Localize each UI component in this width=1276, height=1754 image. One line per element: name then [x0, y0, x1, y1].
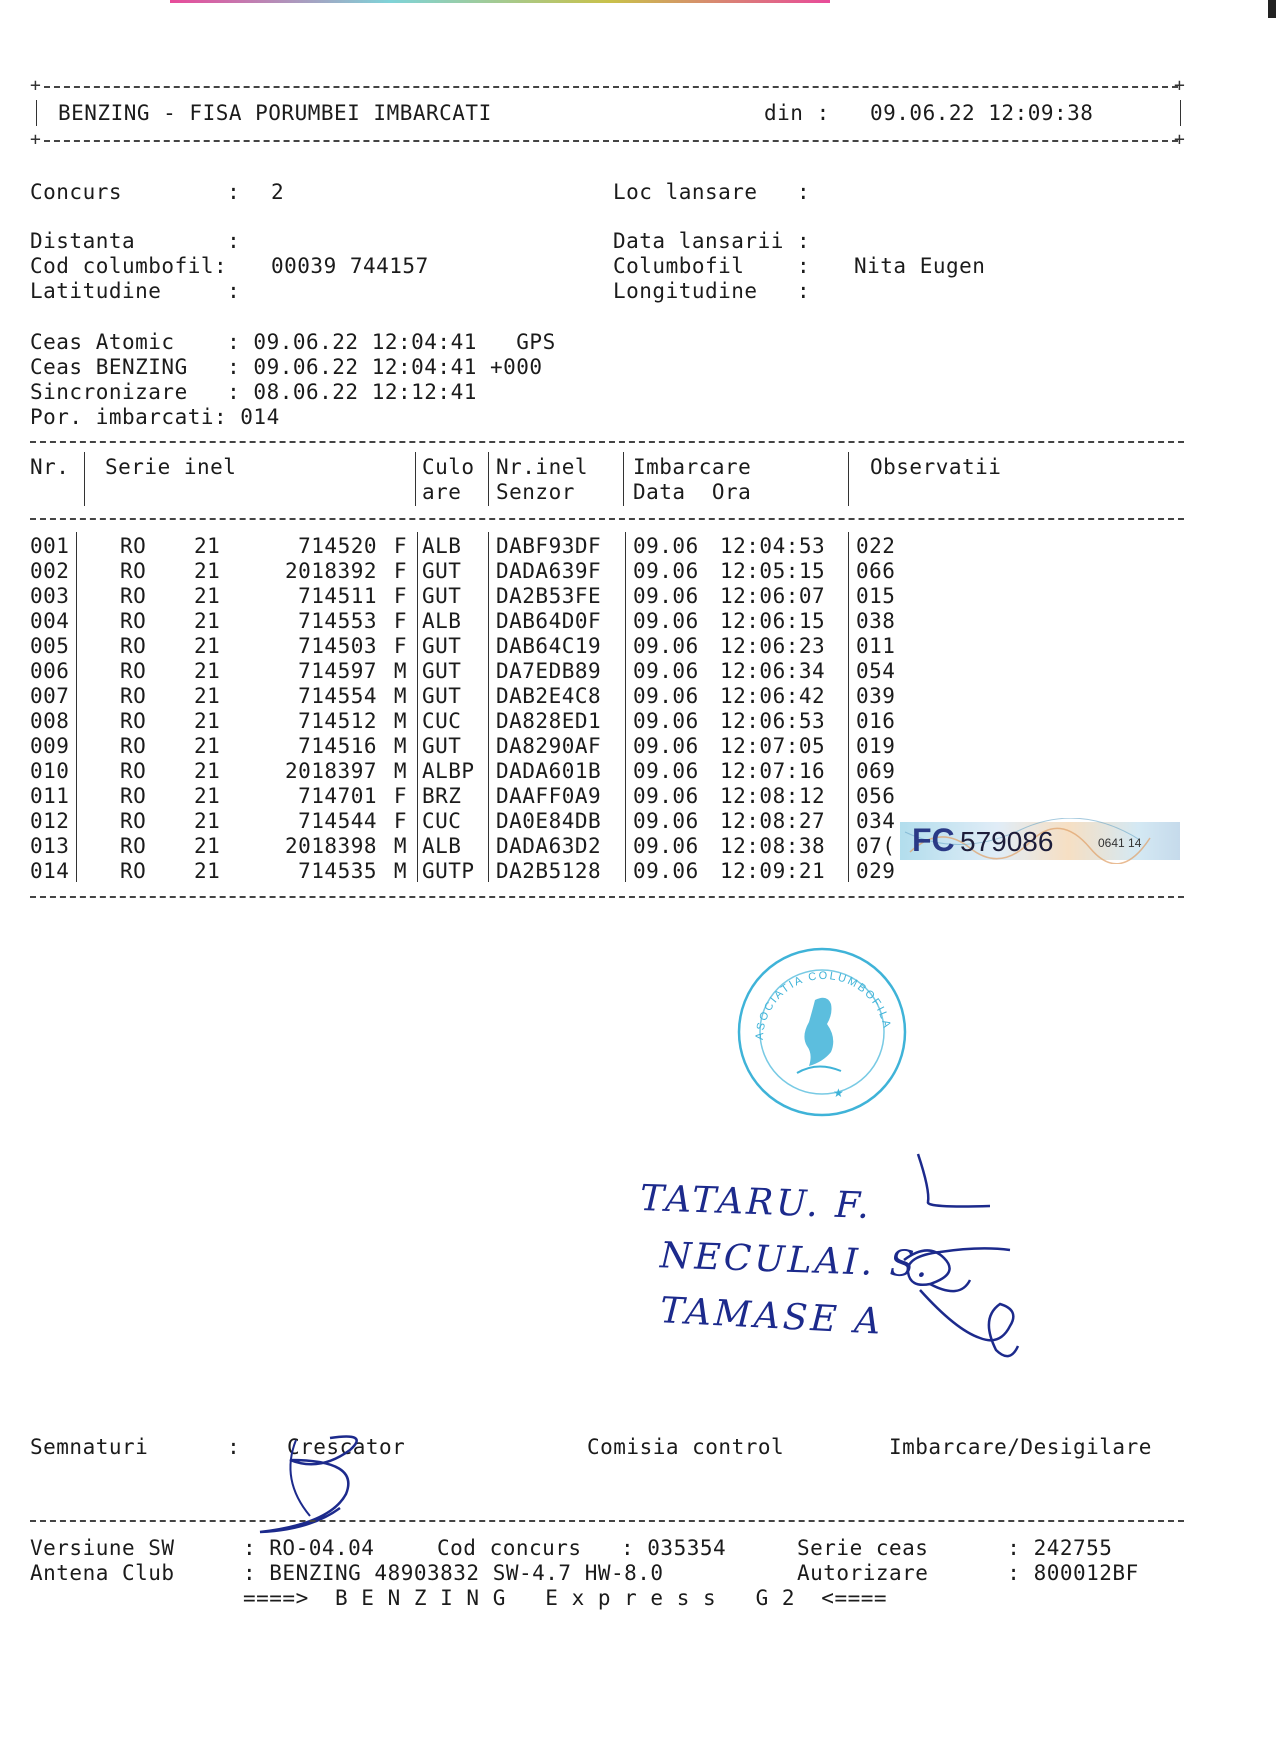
row-ring: 714512 — [298, 709, 377, 733]
row-date: 09.06 — [633, 834, 699, 858]
row-date: 09.06 — [633, 759, 699, 783]
row-color: GUT — [422, 734, 462, 758]
corner-plus: + — [30, 75, 41, 96]
col-header-data-ora: Data Ora — [633, 480, 752, 504]
row-observatii: 039 — [856, 684, 896, 708]
row-nr: 003 — [30, 584, 70, 608]
row-color: GUT — [422, 559, 462, 583]
por-imbarcati: Por. imbarcati: 014 — [30, 405, 280, 429]
row-year: 21 — [194, 634, 221, 658]
row-observatii: 022 — [856, 534, 896, 558]
row-sensor: DABF93DF — [496, 534, 602, 558]
row-sex: F — [393, 609, 407, 633]
row-time: 12:08:38 — [720, 834, 826, 858]
table-divider — [848, 452, 849, 506]
row-nr: 002 — [30, 559, 70, 583]
latitudine-label: Latitudine : — [30, 279, 241, 303]
row-sensor: DADA639F — [496, 559, 602, 583]
semnaturi-label: Semnaturi : — [30, 1435, 241, 1459]
row-nr: 013 — [30, 834, 70, 858]
row-time: 12:07:05 — [720, 734, 826, 758]
footer-rule — [30, 1520, 1184, 1522]
scan-edge-mark — [1268, 0, 1276, 18]
row-year: 21 — [194, 809, 221, 833]
scan-color-line — [170, 0, 830, 3]
table-divider — [84, 452, 85, 506]
row-observatii: 069 — [856, 759, 896, 783]
row-country: RO — [120, 684, 147, 708]
row-sex: F — [393, 634, 407, 658]
concurs-label: Concurs : — [30, 180, 241, 204]
row-color: ALB — [422, 609, 462, 633]
row-time: 12:04:53 — [720, 534, 826, 558]
row-time: 12:06:34 — [720, 659, 826, 683]
row-country: RO — [120, 659, 147, 683]
row-ring: 2018392 — [284, 559, 377, 583]
row-ring: 714701 — [298, 784, 377, 808]
seal-text: ASOCIATIA COLUMBOFILA — [753, 969, 894, 1041]
longitudine-label: Longitudine : — [613, 279, 811, 303]
row-year: 21 — [194, 784, 221, 808]
row-sex: F — [393, 559, 407, 583]
page-title: BENZING - FISA PORUMBEI IMBARCATI — [58, 101, 492, 125]
signature-comisia-control: Comisia control — [587, 1435, 785, 1459]
row-nr: 012 — [30, 809, 70, 833]
table-divider — [488, 452, 489, 506]
row-year: 21 — [194, 559, 221, 583]
antena-club-label: Antena Club — [30, 1561, 175, 1585]
row-sex: F — [393, 784, 407, 808]
row-year: 21 — [194, 684, 221, 708]
row-color: ALBP — [422, 759, 475, 783]
row-color: GUTP — [422, 859, 475, 883]
row-date: 09.06 — [633, 709, 699, 733]
row-sensor: DAB64C19 — [496, 634, 602, 658]
corner-plus: + — [1174, 75, 1185, 96]
sincronizare: Sincronizare : 08.06.22 12:12:41 — [30, 380, 477, 404]
col-header-nr: Nr. — [30, 455, 70, 479]
col-header-culoare: Culo — [422, 455, 475, 479]
row-sensor: DA7EDB89 — [496, 659, 602, 683]
row-date: 09.06 — [633, 634, 699, 658]
row-nr: 014 — [30, 859, 70, 883]
row-sex: M — [393, 684, 407, 708]
col-header-observatii: Observatii — [870, 455, 1002, 479]
row-time: 12:05:15 — [720, 559, 826, 583]
row-time: 12:06:15 — [720, 609, 826, 633]
handwritten-signatures — [900, 1150, 1040, 1370]
loc-lansare-label: Loc lansare : — [613, 180, 811, 204]
row-sex: M — [393, 759, 407, 783]
row-observatii: 015 — [856, 584, 896, 608]
row-observatii: 011 — [856, 634, 896, 658]
row-sensor: DA8290AF — [496, 734, 602, 758]
handwritten-name-1: TATARU. F. — [639, 1177, 873, 1228]
ceas-benzing: Ceas BENZING : 09.06.22 12:04:41 +000 — [30, 355, 543, 379]
row-date: 09.06 — [633, 609, 699, 633]
row-color: GUT — [422, 684, 462, 708]
row-year: 21 — [194, 534, 221, 558]
row-sensor: DAB2E4C8 — [496, 684, 602, 708]
row-nr: 006 — [30, 659, 70, 683]
ceas-atomic: Ceas Atomic : 09.06.22 12:04:41 GPS — [30, 330, 556, 354]
table-divider — [623, 452, 624, 506]
columbofil-value: Nita Eugen — [854, 254, 986, 278]
row-time: 12:06:07 — [720, 584, 826, 608]
row-year: 21 — [194, 584, 221, 608]
row-sex: M — [393, 859, 407, 883]
handwritten-name-2: NECULAI. S. — [659, 1235, 932, 1286]
row-nr: 009 — [30, 734, 70, 758]
table-divider — [488, 532, 489, 882]
row-ring: 714511 — [298, 584, 377, 608]
row-color: ALB — [422, 834, 462, 858]
row-year: 21 — [194, 759, 221, 783]
serial-stamp-number: 579086 — [960, 826, 1054, 857]
signature-crescator: Crescator — [287, 1435, 406, 1459]
col-header-imbarcare: Imbarcare — [633, 455, 752, 479]
row-sex: F — [393, 534, 407, 558]
row-nr: 001 — [30, 534, 70, 558]
row-sensor: DADA601B — [496, 759, 602, 783]
row-sensor: DA2B5128 — [496, 859, 602, 883]
row-time: 12:07:16 — [720, 759, 826, 783]
row-date: 09.06 — [633, 809, 699, 833]
row-observatii: 066 — [856, 559, 896, 583]
row-country: RO — [120, 634, 147, 658]
header-bottom-rule — [44, 140, 1178, 142]
table-header-rule — [30, 518, 1184, 520]
row-ring: 714520 — [298, 534, 377, 558]
row-sensor: DA828ED1 — [496, 709, 602, 733]
row-color: ALB — [422, 534, 462, 558]
row-ring: 714553 — [298, 609, 377, 633]
row-country: RO — [120, 709, 147, 733]
table-bottom-rule — [30, 896, 1184, 898]
row-sex: F — [393, 809, 407, 833]
header-left-bar — [36, 100, 37, 126]
row-sex: M — [393, 709, 407, 733]
row-ring: 2018398 — [284, 834, 377, 858]
row-sex: M — [393, 659, 407, 683]
row-color: CUC — [422, 709, 462, 733]
table-divider — [415, 452, 416, 506]
row-date: 09.06 — [633, 584, 699, 608]
row-nr: 010 — [30, 759, 70, 783]
row-color: BRZ — [422, 784, 462, 808]
table-divider — [76, 532, 77, 882]
row-ring: 714503 — [298, 634, 377, 658]
row-sensor: DAB64D0F — [496, 609, 602, 633]
row-country: RO — [120, 834, 147, 858]
row-nr: 008 — [30, 709, 70, 733]
row-time: 12:08:12 — [720, 784, 826, 808]
row-observatii: 054 — [856, 659, 896, 683]
row-date: 09.06 — [633, 784, 699, 808]
data-lansarii-label: Data lansarii : — [613, 229, 811, 253]
row-observatii: 029 — [856, 859, 896, 883]
header-top-rule — [44, 86, 1178, 88]
columbofil-label: Columbofil : — [613, 254, 811, 278]
table-divider — [625, 532, 626, 882]
serial-stamp-prefix: FC — [912, 822, 955, 858]
row-observatii: 038 — [856, 609, 896, 633]
row-ring: 714544 — [298, 809, 377, 833]
row-country: RO — [120, 534, 147, 558]
benzing-banner: ====> B E N Z I N G E x p r e s s G 2 <==== — [243, 1586, 888, 1610]
row-date: 09.06 — [633, 534, 699, 558]
row-country: RO — [120, 809, 147, 833]
row-nr: 005 — [30, 634, 70, 658]
row-color: GUT — [422, 659, 462, 683]
antena-club-value: : BENZING 48903832 SW-4.7 HW-8.0 — [243, 1561, 664, 1585]
row-ring: 714554 — [298, 684, 377, 708]
row-nr: 011 — [30, 784, 70, 808]
serial-stamp-small: 0641 14 — [1098, 836, 1142, 850]
versiune-sw-label: Versiune SW — [30, 1536, 175, 1560]
row-observatii: 016 — [856, 709, 896, 733]
corner-plus: + — [30, 129, 41, 150]
row-date: 09.06 — [633, 659, 699, 683]
row-color: GUT — [422, 634, 462, 658]
table-divider — [417, 532, 418, 882]
handwritten-name-3: TAMASE A — [659, 1290, 885, 1343]
row-ring: 2018397 — [284, 759, 377, 783]
cod-columbofil-label: Cod columbofil: — [30, 254, 228, 278]
row-country: RO — [120, 859, 147, 883]
col-header-nr-inel: Nr.inel — [496, 455, 589, 479]
table-top-rule — [30, 441, 1184, 443]
row-year: 21 — [194, 709, 221, 733]
row-nr: 007 — [30, 684, 70, 708]
row-year: 21 — [194, 834, 221, 858]
table-divider — [848, 532, 849, 882]
row-country: RO — [120, 584, 147, 608]
row-color: CUC — [422, 809, 462, 833]
row-country: RO — [120, 609, 147, 633]
versiune-sw-value: : RO-04.04 — [243, 1536, 375, 1560]
row-time: 12:08:27 — [720, 809, 826, 833]
row-year: 21 — [194, 859, 221, 883]
row-country: RO — [120, 559, 147, 583]
crescator-signature — [250, 1420, 400, 1550]
row-country: RO — [120, 759, 147, 783]
row-year: 21 — [194, 734, 221, 758]
row-sex: M — [393, 834, 407, 858]
row-observatii: 034 — [856, 809, 896, 833]
row-country: RO — [120, 784, 147, 808]
svg-text:★: ★ — [833, 1086, 844, 1100]
row-date: 09.06 — [633, 859, 699, 883]
row-observatii: 07( — [856, 834, 896, 858]
row-sensor: DAAFF0A9 — [496, 784, 602, 808]
row-color: GUT — [422, 584, 462, 608]
row-sensor: DA0E84DB — [496, 809, 602, 833]
row-time: 12:06:42 — [720, 684, 826, 708]
concurs-value: 2 — [271, 180, 285, 204]
corner-plus: + — [1174, 129, 1185, 150]
row-date: 09.06 — [633, 734, 699, 758]
row-year: 21 — [194, 659, 221, 683]
row-time: 12:06:23 — [720, 634, 826, 658]
row-time: 12:09:21 — [720, 859, 826, 883]
row-date: 09.06 — [633, 559, 699, 583]
col-header-culoare-2: are — [422, 480, 462, 504]
row-sensor: DADA63D2 — [496, 834, 602, 858]
row-date: 09.06 — [633, 684, 699, 708]
cod-columbofil-value: 00039 744157 — [271, 254, 429, 278]
row-sex: F — [393, 584, 407, 608]
cod-concurs: Cod concurs : 035354 — [437, 1536, 727, 1560]
row-ring: 714535 — [298, 859, 377, 883]
row-time: 12:06:53 — [720, 709, 826, 733]
col-header-senzor: Senzor — [496, 480, 575, 504]
row-nr: 004 — [30, 609, 70, 633]
serie-ceas: Serie ceas : 242755 — [797, 1536, 1113, 1560]
header-datetime: 09.06.22 12:09:38 — [870, 101, 1094, 125]
row-ring: 714516 — [298, 734, 377, 758]
autorizare: Autorizare : 800012BF — [797, 1561, 1139, 1585]
row-sensor: DA2B53FE — [496, 584, 602, 608]
association-seal — [735, 945, 910, 1120]
seal-graphic — [735, 945, 910, 1120]
header-right-bar — [1180, 100, 1181, 126]
row-country: RO — [120, 734, 147, 758]
row-ring: 714597 — [298, 659, 377, 683]
row-observatii: 019 — [856, 734, 896, 758]
header-din-label: din : — [764, 101, 830, 125]
distanta-label: Distanta : — [30, 229, 241, 253]
col-header-serie-inel: Serie inel — [105, 455, 237, 479]
row-sex: M — [393, 734, 407, 758]
signature-imbarcare-desigilare: Imbarcare/Desigilare — [889, 1435, 1152, 1459]
serial-stamp — [900, 818, 1180, 864]
row-year: 21 — [194, 609, 221, 633]
row-observatii: 056 — [856, 784, 896, 808]
